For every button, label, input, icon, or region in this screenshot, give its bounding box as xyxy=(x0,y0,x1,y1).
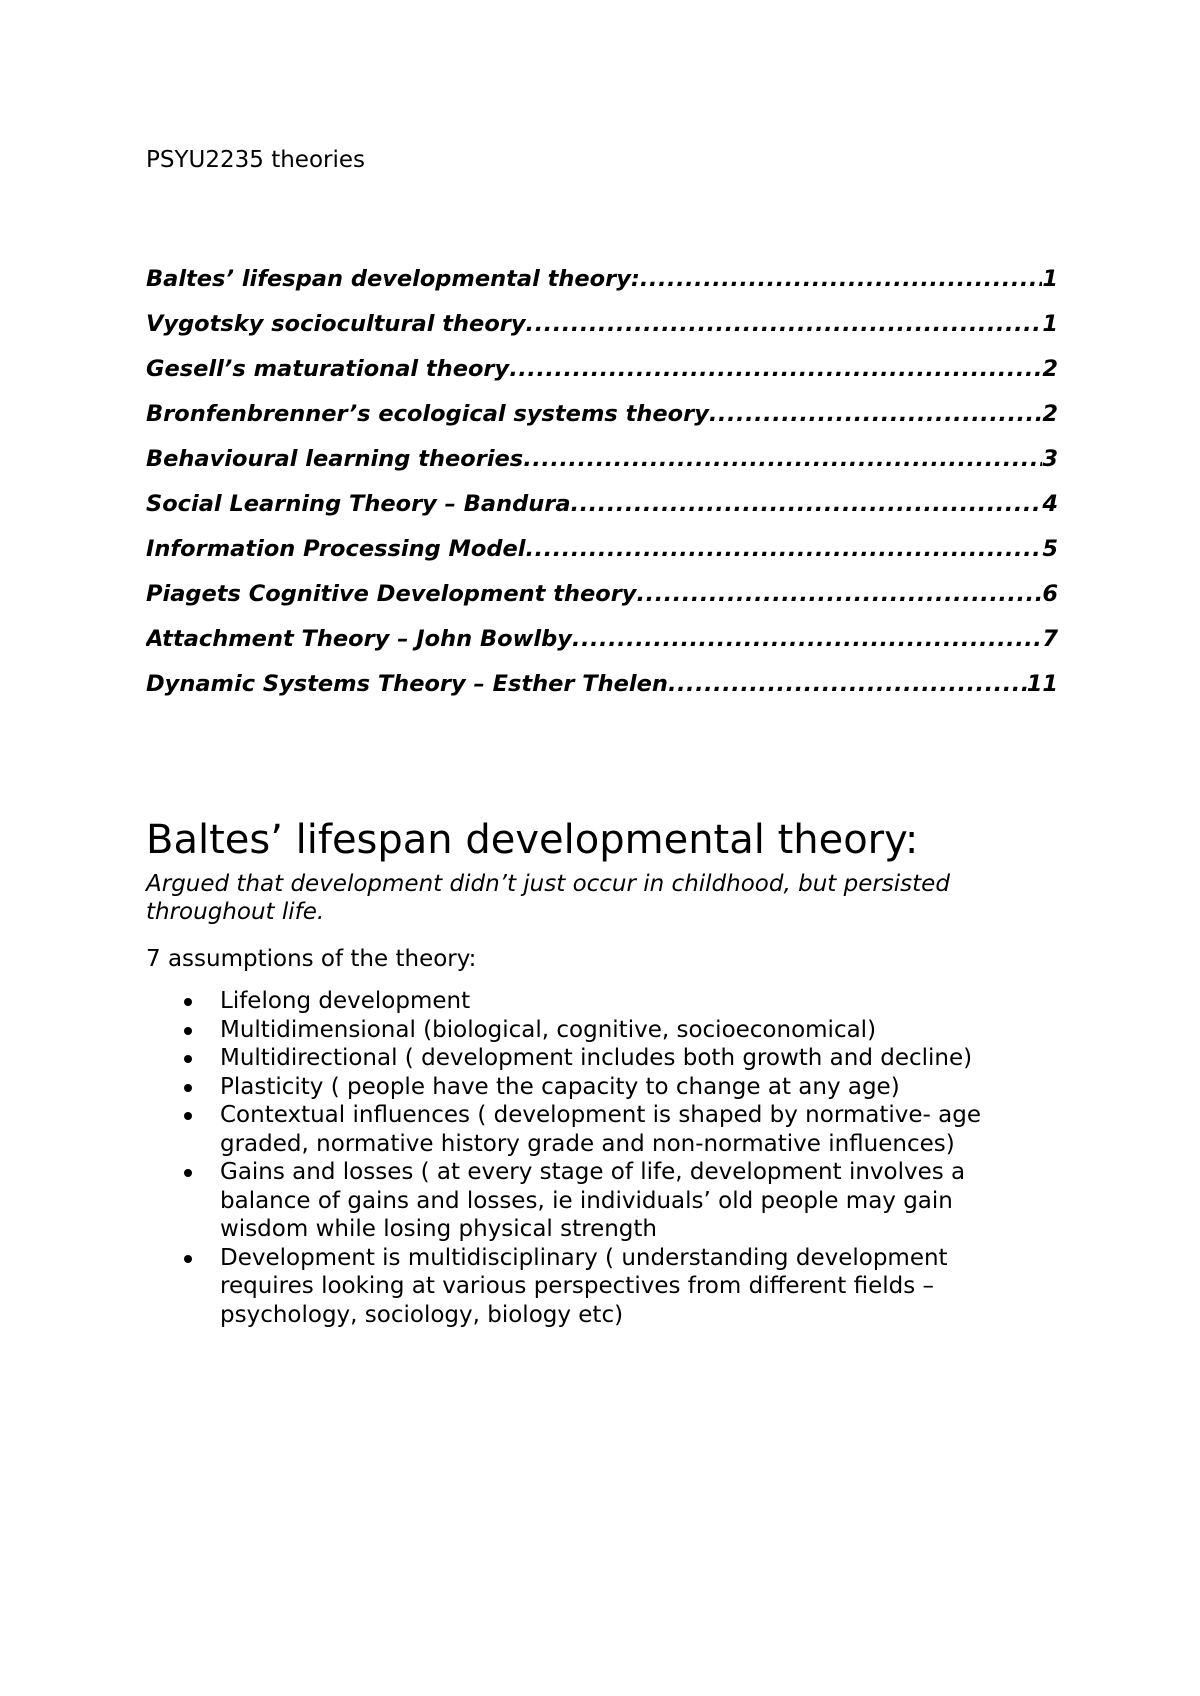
bullet-icon xyxy=(184,1027,192,1035)
toc-entry-title: Piagets Cognitive Development theory xyxy=(146,581,637,607)
list-item xyxy=(146,1244,1046,1330)
list-item-text: Gains and losses ( at every stage of life, development involves a balance of gains and losses, ie individuals’ old people may gain wisdom while losing physical strength xyxy=(220,1159,966,1242)
toc-dot-leader xyxy=(640,266,1042,292)
document-header: PSYU2235 theories xyxy=(146,147,365,173)
bullet-icon xyxy=(184,1169,192,1177)
toc-entry-title: Gesell’s maturational theory xyxy=(146,356,510,382)
list-item xyxy=(146,1016,1046,1045)
toc-entry-page: 7 xyxy=(1042,626,1058,652)
toc-entry-title: Dynamic Systems Theory – Esther Thelen xyxy=(146,671,668,697)
toc-entry-page: 3 xyxy=(1042,446,1058,472)
toc-entry-page: 6 xyxy=(1042,581,1058,607)
assumptions-label: 7 assumptions of the theory: xyxy=(146,946,477,972)
toc-entry-page: 5 xyxy=(1042,536,1058,562)
toc-entry[interactable] xyxy=(146,446,1058,491)
toc-entry[interactable] xyxy=(146,626,1058,671)
toc-entry-page: 11 xyxy=(1026,671,1058,697)
section-heading: Baltes’ lifespan developmental theory: xyxy=(146,817,919,863)
list-item-text: Lifelong development xyxy=(220,988,471,1014)
toc-entry-title: Attachment Theory – John Bowlby xyxy=(146,626,572,652)
toc-entry-page: 1 xyxy=(1042,266,1058,292)
toc-entry[interactable] xyxy=(146,581,1058,626)
list-item-text: Multidirectional ( development includes both growth and decline) xyxy=(220,1045,973,1071)
toc-dot-leader xyxy=(668,671,1027,697)
toc-dot-leader xyxy=(636,581,1042,607)
toc-entry[interactable] xyxy=(146,311,1058,356)
bullet-icon xyxy=(184,1084,192,1092)
toc-entry[interactable] xyxy=(146,491,1058,536)
bullet-icon xyxy=(184,1112,192,1120)
list-item xyxy=(146,1101,1046,1158)
toc-entry[interactable] xyxy=(146,536,1058,581)
assumption-list xyxy=(146,987,1046,1329)
bullet-icon xyxy=(184,998,192,1006)
list-item-text: Plasticity ( people have the capacity to change at any age) xyxy=(220,1073,900,1100)
toc-entry[interactable] xyxy=(146,401,1058,446)
toc-dot-leader xyxy=(572,626,1042,652)
section-intro: Argued that development didn’t just occur in childhood, but persisted throughout life. xyxy=(146,871,950,925)
toc-entry-page: 1 xyxy=(1042,311,1058,337)
toc-entry-page: 4 xyxy=(1042,491,1058,517)
toc-dot-leader xyxy=(509,356,1042,382)
bullet-icon xyxy=(184,1255,192,1263)
list-item-text: Development is multidisciplinary ( understanding development requires looking at various perspectives from different fields – psychology, sociology, biology etc) xyxy=(220,1244,948,1328)
toc-entry[interactable] xyxy=(146,356,1058,401)
list-item xyxy=(146,1073,1046,1102)
toc-entry-title: Bronfenbrenner’s ecological systems theory xyxy=(146,401,709,427)
bullet-icon xyxy=(184,1055,192,1063)
toc-entry-title: Information Processing Model xyxy=(146,536,526,562)
toc-entry[interactable] xyxy=(146,266,1058,311)
list-item xyxy=(146,1158,1046,1244)
table-of-contents xyxy=(146,266,1058,716)
toc-entry-title: Baltes’ lifespan developmental theory: xyxy=(146,266,640,292)
toc-entry-title: Vygotsky sociocultural theory xyxy=(146,311,526,337)
toc-entry-title: Behavioural learning theories xyxy=(146,446,524,472)
list-item-text: Multidimensional (biological, cognitive, socioeconomical) xyxy=(220,1016,877,1043)
toc-dot-leader xyxy=(709,401,1042,427)
toc-dot-leader xyxy=(526,311,1043,337)
toc-dot-leader xyxy=(525,536,1042,562)
list-item xyxy=(146,1044,1046,1073)
toc-dot-leader xyxy=(571,491,1043,517)
list-item-text: Contextual influences ( development is shaped by normative- age graded, normative history grade and non-normative influences) xyxy=(220,1102,981,1157)
toc-dot-leader xyxy=(523,446,1042,472)
toc-entry[interactable] xyxy=(146,671,1058,716)
toc-entry-page: 2 xyxy=(1042,401,1058,427)
toc-entry-page: 2 xyxy=(1042,356,1058,382)
toc-entry-title: Social Learning Theory – Bandura xyxy=(146,491,571,517)
list-item xyxy=(146,987,1046,1016)
